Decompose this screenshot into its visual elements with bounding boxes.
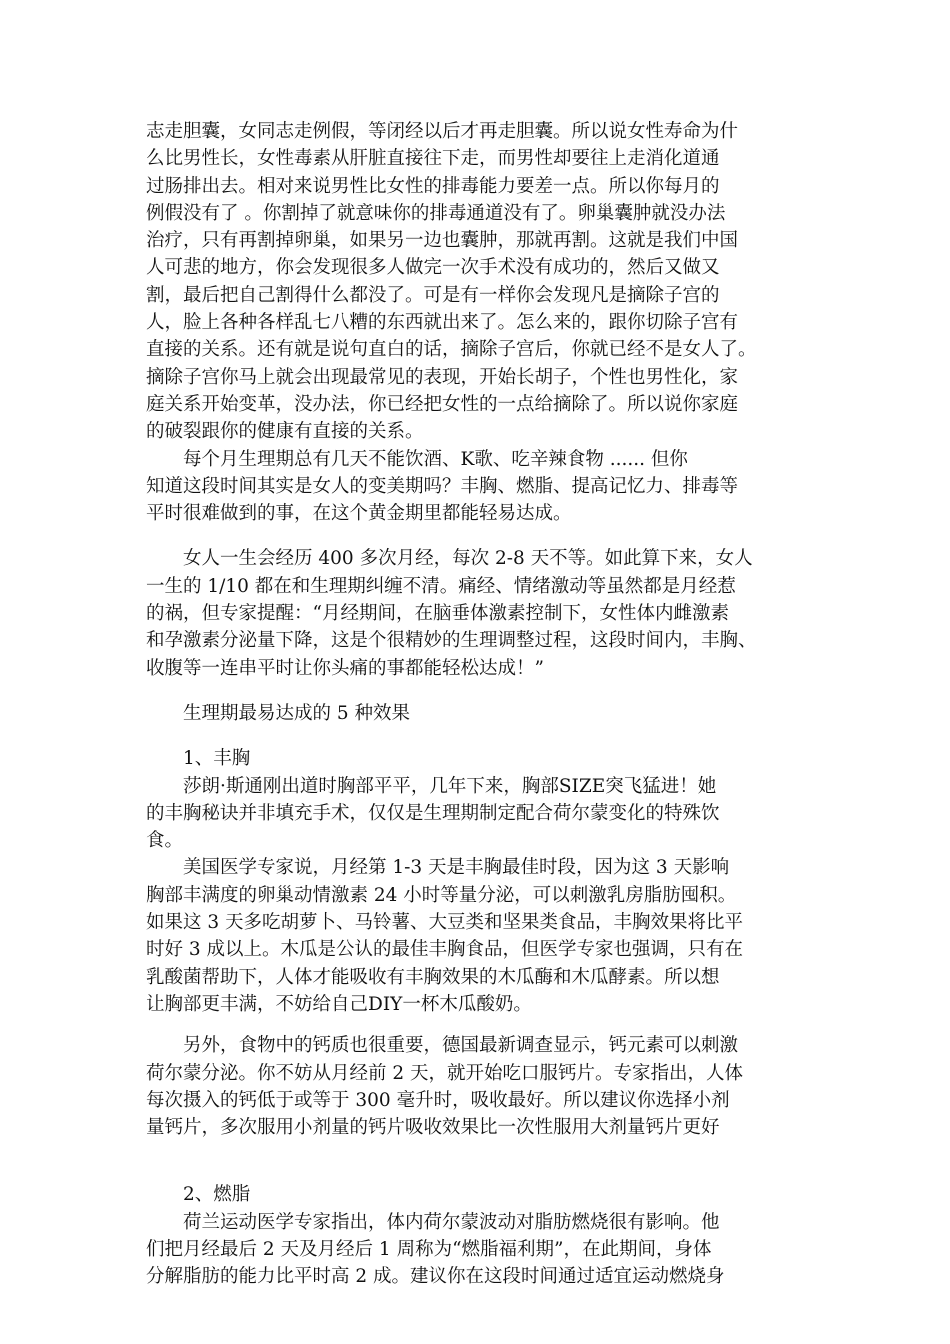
text-line: 食。 — [146, 830, 184, 852]
text-line: 胸部丰满度的卵巢动情激素 24 小时等量分泌，可以刺激乳房脂肪囤积。 — [146, 884, 737, 906]
text-line: 女人一生会经历 400 多次月经，每次 2-8 天不等。如此算下来，女人 — [146, 548, 753, 570]
text-line: 人可悲的地方，你会发现很多人做完一次手术没有成功的，然后又做又 — [146, 257, 720, 279]
text-line: 人，脸上各种各样乱七八糟的东西就出来了。怎么来的，跟你切除子宫有 — [146, 312, 739, 334]
text-line: 让胸部更丰满，不妨给自己DIY一杯木瓜酸奶。 — [146, 993, 532, 1015]
text-line: 时好 3 成以上。木瓜是公认的最佳丰胸食品，但医学专家也强调，只有在 — [146, 939, 744, 961]
text-line: 过肠排出去。相对来说男性比女性的排毒能力要差一点。所以你每月的 — [146, 175, 720, 197]
text-line: 每次摄入的钙低于或等于 300 毫升时，吸收最好。所以建议你选择小剂 — [146, 1089, 730, 1111]
text-line: 平时很难做到的事，在这个黄金期里都能轻易达成。 — [146, 503, 572, 525]
text-line: 每个月生理期总有几天不能饮酒、K歌、吃辛辣食物 ...... 但你 — [146, 448, 688, 470]
paragraph-block-3 — [146, 745, 814, 1018]
text-line: 的破裂跟你的健康有直接的关系。 — [146, 421, 424, 443]
paragraph-block-5 — [146, 1181, 814, 1290]
subsection-heading: 1、丰胸 — [146, 748, 251, 770]
paragraph-block-4 — [146, 1032, 814, 1141]
text-line: 直接的关系。还有就是说句直白的话，摘除子宫后，你就已经不是女人了。 — [146, 339, 757, 361]
section-heading: 生理期最易达成的 5 种效果 — [146, 702, 411, 724]
text-line: 美国医学专家说，月经第 1-3 天是丰胸最佳时段，因为这 3 天影响 — [146, 857, 730, 879]
text-line: 们把月经最后 2 天及月经后 1 周称为“燃脂福利期”，在此期间，身体 — [146, 1238, 712, 1260]
text-line: 和孕激素分泌量下降，这是个很精妙的生理调整过程，这段时间内，丰胸、 — [146, 630, 757, 652]
text-line: 量钙片，多次服用小剂量的钙片吸收效果比一次性服用大剂量钙片更好 — [146, 1117, 720, 1139]
text-line: 如果这 3 天多吃胡萝卜、马铃薯、大豆类和坚果类食品，丰胸效果将比平 — [146, 912, 744, 934]
text-line: 例假没有了 。你割掉了就意味你的排毒通道没有了。卵巢囊肿就没办法 — [146, 202, 726, 224]
paragraph-block-2 — [146, 545, 814, 681]
text-line: 知道这段时间其实是女人的变美期吗？丰胸、燃脂、提高记忆力、排毒等 — [146, 475, 739, 497]
text-line: 莎朗·斯通刚出道时胸部平平，几年下来，胸部SIZE突飞猛进！她 — [146, 775, 717, 797]
text-line: 割，最后把自己割得什么都没了。可是有一样你会发现凡是摘除子宫的 — [146, 284, 720, 306]
paragraph-block-1 — [146, 118, 814, 527]
text-line: 的祸，但专家提醒：“月经期间，在脑垂体激素控制下，女性体内雌激素 — [146, 603, 729, 625]
text-line: 治疗，只有再割掉卵巢，如果另一边也囊肿，那就再割。这就是我们中国 — [146, 230, 739, 252]
subsection-heading: 2、燃脂 — [146, 1184, 251, 1206]
text-line: 荷尔蒙分泌。你不妨从月经前 2 天，就开始吃口服钙片。专家指出，人体 — [146, 1062, 744, 1084]
text-line: 收腹等一连串平时让你头痛的事都能轻松达成！” — [146, 657, 544, 679]
text-line: 乳酸菌帮助下，人体才能吸收有丰胸效果的木瓜酶和木瓜酵素。所以想 — [146, 966, 720, 988]
text-line: 摘除子宫你马上就会出现最常见的表现，开始长胡子，个性也男性化，家 — [146, 366, 739, 388]
text-line: 志走胆囊，女同志走例假，等闭经以后才再走胆囊。所以说女性寿命为什 — [146, 121, 739, 142]
text-line: 荷兰运动医学专家指出，体内荷尔蒙波动对脂肪燃烧很有影响。他 — [146, 1211, 720, 1233]
text-line: 一生的 1/10 都在和生理期纠缠不清。痛经、情绪激动等虽然都是月经惹 — [146, 575, 736, 597]
text-line: 另外，食物中的钙质也很重要，德国最新调查显示，钙元素可以刺激 — [146, 1035, 739, 1057]
text-line: 分解脂肪的能力比平时高 2 成。建议你在这段时间通过适宜运动燃烧身 — [146, 1266, 725, 1288]
text-line: 庭关系开始变革，没办法，你已经把女性的一点给摘除了。所以说你家庭 — [146, 393, 739, 415]
document-page — [146, 118, 814, 1291]
text-line: 么比男性长，女性毒素从肝脏直接往下走，而男性却要往上走消化道通 — [146, 148, 720, 170]
text-line: 的丰胸秘诀并非填充手术，仅仅是生理期制定配合荷尔蒙变化的特殊饮 — [146, 802, 720, 824]
